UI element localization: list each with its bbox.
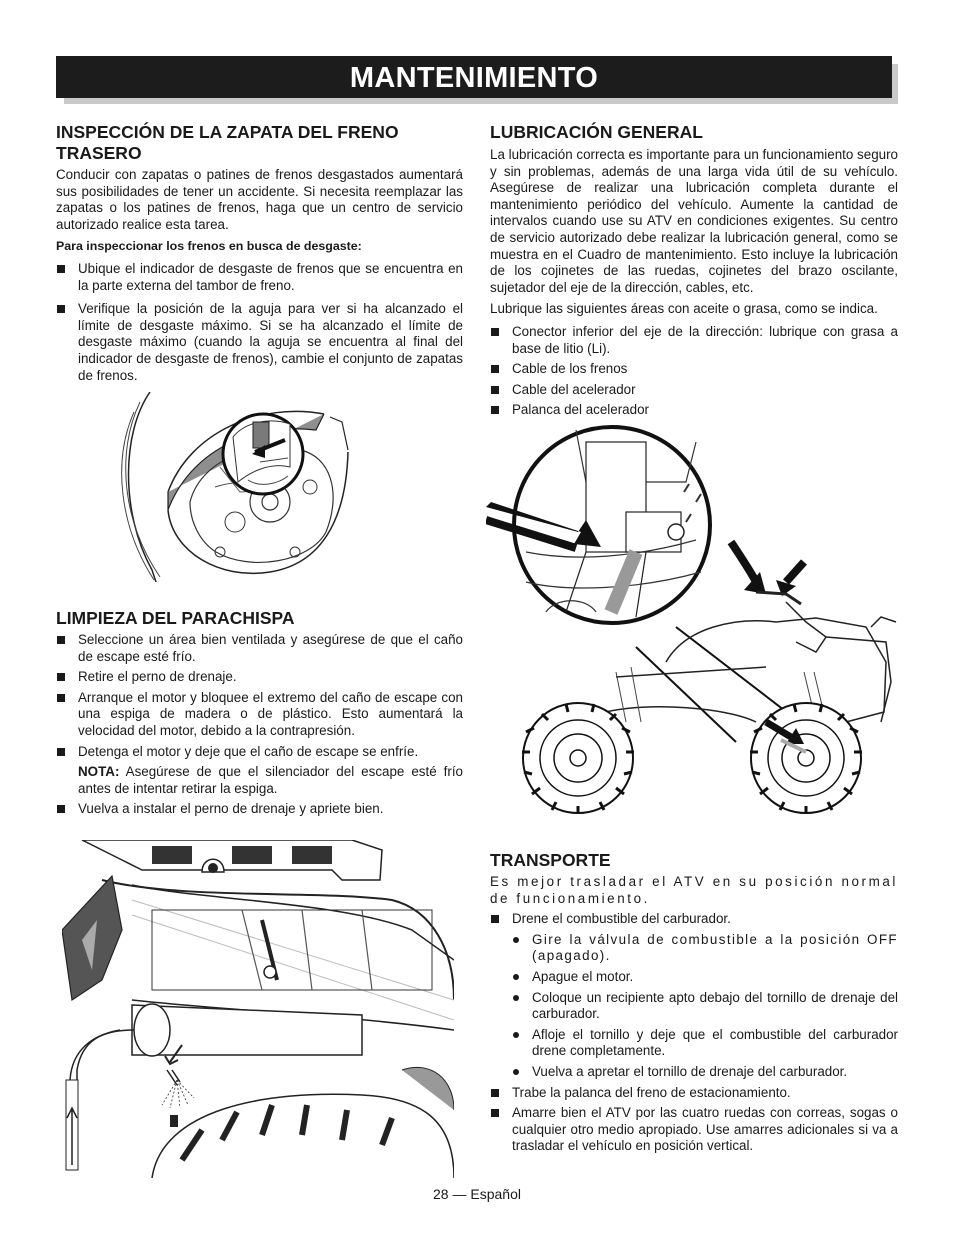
atv-lubrication-illustration (486, 422, 898, 820)
list-item: Conector inferior del eje de la dirección: lubrique con grasa a base de litio (Li). (490, 324, 898, 357)
page-footer: 28 — Español (433, 1186, 521, 1202)
list-item: Vuelva a instalar el perno de drenaje y apriete bien. (56, 801, 463, 818)
list-item: Gire la válvula de combustible a la posición OFF (apagado). (490, 932, 898, 965)
spark-section (56, 608, 463, 818)
lube-instructions: Lubrique las siguientes áreas con aceite o grasa, como se indica. (490, 301, 878, 317)
transport-items-after (490, 1085, 898, 1155)
list-item: Ubique el indicador de desgaste de frenos que se encuentra en la parte externa del tambor de freno. (56, 261, 463, 294)
brake-intro: Conducir con zapatas o patines de frenos desgastados aumentará sus posibilidades de tener un accidente. Si necesita reemplazar las zapatas o los patines de frenos, haga que un centro de servicio autorizado realice esta tarea. (56, 167, 463, 232)
list-item: Palanca del acelerador (490, 402, 898, 419)
brake-drum-illustration (120, 392, 352, 582)
transport-subitems (490, 932, 898, 1081)
list-item: Apague el motor. (490, 969, 898, 986)
list-item: Coloque un recipiente apto debajo del tornillo de drenaje del carburador. (490, 990, 898, 1023)
transport-items (490, 911, 898, 928)
transport-intro: Es mejor trasladar el ATV en su posición normal de funcionamiento. (490, 874, 898, 906)
brake-heading: INSPECCIÓN DE LA ZAPATA DEL FRENO TRASERO (56, 122, 399, 163)
lube-intro: La lubricación correcta es importante para un funcionamiento seguro y sin problemas, además de una larga vida útil de su vehículo. Asegúrese de realizar una lubricación completa durante el mantenimiento periódico del vehículo. Aumente la cantidad de intervalos cuando use su ATV en condiciones exigentes. Su centro de servicio autorizado debe realizar la lubricación general, como se muestra en el Cuadro de mantenimiento. Esto incluye la lubricación de los cojinetes de las ruedas, cojinetes del brazo oscilante, sujetador del eje de la dirección, cables, etc. (490, 147, 898, 295)
transport-section (490, 850, 898, 1155)
brake-section (56, 122, 463, 384)
list-item: Drene el combustible del carburador. (490, 911, 898, 928)
list-item: Cable de los frenos (490, 361, 898, 378)
list-item: Retire el perno de drenaje. (56, 669, 463, 686)
list-item: Seleccione un área bien ventilada y asegúrese de que el caño de escape esté frío. (56, 632, 463, 665)
list-item: Arranque el motor y bloquee el extremo del caño de escape con una espiga de madera o de plástico. Esto aumentará la velocidad del motor, debido a la contrapresión. (56, 690, 463, 740)
list-item: Vuelva a apretar el tornillo de drenaje del carburador. (490, 1064, 898, 1081)
spark-steps (56, 632, 463, 760)
brake-subheading: Para inspeccionar los frenos en busca de desgaste: (56, 239, 362, 254)
spark-heading: LIMPIEZA DEL PARACHISPA (56, 608, 295, 628)
list-item: Amarre bien el ATV por las cuatro ruedas con correas, sogas o cualquier otro medio apropiado. Use amarres adicionales si va a trasladar el vehículo en posición vertical. (490, 1105, 898, 1155)
lube-items (490, 324, 898, 419)
exhaust-illustration (62, 840, 454, 1178)
brake-steps (56, 261, 463, 384)
list-item: Cable del acelerador (490, 382, 898, 399)
note-text: Asegúrese de que el silenciador del escape esté frío antes de intentar retirar la espiga. (78, 764, 463, 796)
spark-note (56, 764, 463, 797)
lube-section (490, 122, 898, 419)
list-item: Detenga el motor y deje que el caño de escape se enfríe. (56, 744, 463, 761)
list-item: Trabe la palanca del freno de estacionamiento. (490, 1085, 898, 1102)
list-item: Afloje el tornillo y deje que el combustible del carburador drene completamente. (490, 1027, 898, 1060)
page-title: MANTENIMIENTO (56, 56, 892, 98)
list-item: Verifique la posición de la aguja para ver si ha alcanzado el límite de desgaste máximo. Si se ha alcanzado el límite de desgaste máximo (cuando la aguja se encuentra al final del indicador de desgaste de frenos), cambie el conjunto de zapatas de frenos. (56, 301, 463, 384)
lube-heading: LUBRICACIÓN GENERAL (490, 122, 703, 142)
note-label: NOTA: (78, 764, 120, 780)
spark-final-step (56, 801, 463, 818)
transport-heading: TRANSPORTE (490, 850, 611, 870)
